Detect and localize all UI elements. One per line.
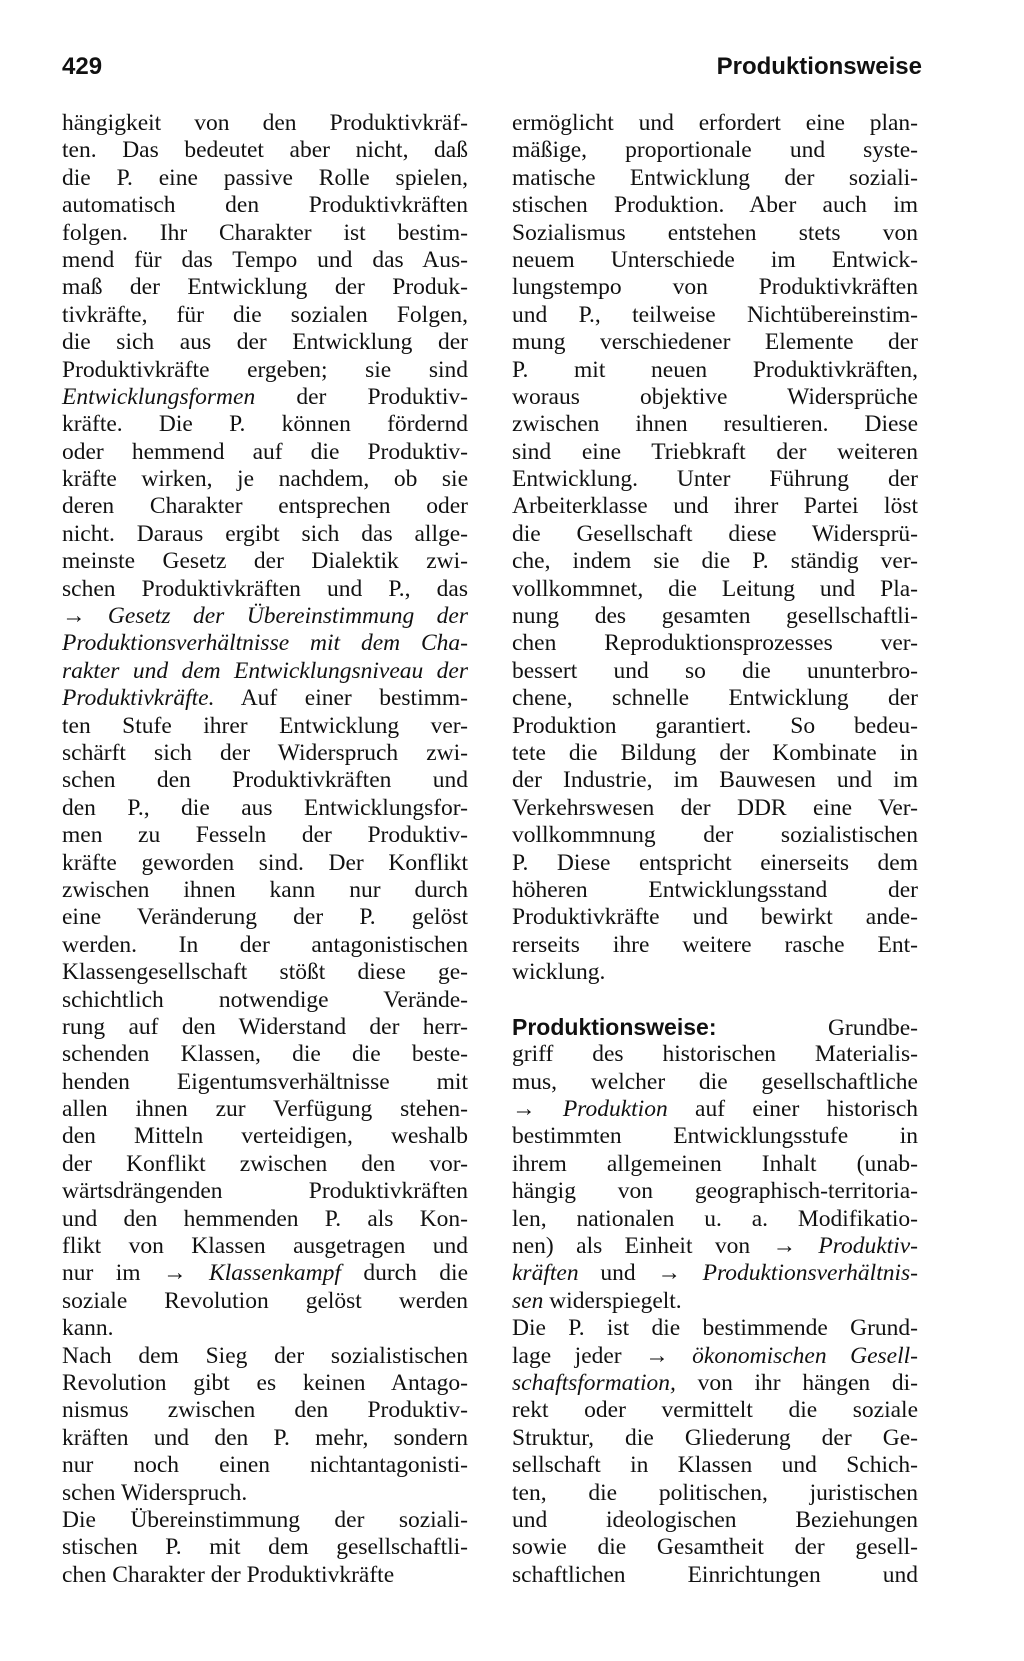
text-line: der Konflikt zwischen den vor- xyxy=(62,1150,468,1177)
entry-first-line-rest: Grundbe- xyxy=(827,1014,918,1041)
text-line: Produktivkräfte und bewirkt ande- xyxy=(512,904,918,931)
text-line: Entwicklung. Unter Führung der xyxy=(512,466,918,493)
text-line: eine Veränderung der P. gelöst xyxy=(62,904,468,931)
text-line xyxy=(62,658,468,685)
text-line: kräften und den P. mehr, sondern xyxy=(62,1424,468,1451)
text-line: der Industrie, im Bauwesen und im xyxy=(512,767,918,794)
text-line: deren Charakter entsprechen oder xyxy=(62,493,468,520)
text-line: schärft sich der Widerspruch zwi- xyxy=(62,739,468,766)
text-line: nur im → Klassenkampf durch die xyxy=(62,1260,469,1287)
right-column xyxy=(512,110,918,1589)
text-line: und P., teilweise Nichtübereinstim- xyxy=(512,301,918,328)
text-line: Produktivkräfte. Auf einer bestimm- xyxy=(62,685,468,712)
text-line: wicklung. xyxy=(512,959,606,986)
text-line: nicht. Daraus ergibt sich das allge- xyxy=(62,520,468,547)
text-line: Die P. ist die bestimmende Grund- xyxy=(512,1315,918,1342)
text-line: mäßige, proportionale und syste- xyxy=(512,137,918,164)
text-line: hängigkeit von den Produktivkräf- xyxy=(62,110,468,136)
text-line: Arbeiterklasse und ihrer Partei löst xyxy=(512,493,918,520)
italic-term: Produktionsverhältnisse mit dem Cha- xyxy=(62,630,468,657)
italic-term: ökonomischen Gesell- xyxy=(692,1342,918,1369)
page-number: 429 xyxy=(62,53,103,80)
text-line: bestimmten Entwicklungsstufe in xyxy=(512,1123,918,1150)
text-line: Revolution gibt es keinen Antago- xyxy=(62,1369,468,1396)
text-line: die P. eine passive Rolle spielen, xyxy=(62,164,468,191)
text-line: woraus objektive Widersprüche xyxy=(512,383,918,410)
text-line: wärtsdrängenden Produktivkräften xyxy=(62,1178,468,1205)
text-line: Verkehrswesen der DDR eine Ver- xyxy=(512,794,918,821)
text-line: stischen P. mit dem gesellschaftli- xyxy=(62,1534,468,1561)
text-line: ten, die politischen, juristischen xyxy=(512,1479,918,1506)
text-line: Produktion garantiert. So bedeu- xyxy=(512,712,918,739)
text-line: und den hemmenden P. als Kon- xyxy=(62,1205,468,1232)
text-line: lage jeder → ökonomischen Gesell- xyxy=(512,1342,918,1369)
text-line: ten Stufe ihrer Entwicklung ver- xyxy=(62,712,468,739)
text-line: Die Übereinstimmung der soziali- xyxy=(62,1506,468,1533)
entry-headword: Produktionsweise: xyxy=(512,1013,717,1040)
text-line: allen ihnen zur Verfügung stehen- xyxy=(62,1096,468,1123)
entry-first-line xyxy=(512,1014,918,1041)
text-line: rekt oder vermittelt die soziale xyxy=(512,1397,918,1424)
text-line: mus, welcher die gesellschaftliche xyxy=(512,1068,918,1095)
text-line: hängig von geographisch-territoria- xyxy=(512,1178,918,1205)
text-line: schenden Klassen, die die beste- xyxy=(62,1041,468,1068)
italic-term: Gesetz der Übereinstimmung der xyxy=(107,603,468,630)
text-line: nismus zwischen den Produktiv- xyxy=(62,1397,468,1424)
text-line: len, nationalen u. a. Modifikatio- xyxy=(512,1205,918,1232)
italic-term: Klassenkampf xyxy=(209,1260,341,1287)
text-line: chen Reproduktionsprozesses ver- xyxy=(512,630,918,657)
text-line: oder hemmend auf die Produktiv- xyxy=(62,438,468,465)
text-line: maß der Entwicklung der Produk- xyxy=(62,274,468,301)
text-line: soziale Revolution gelöst werden xyxy=(62,1287,468,1314)
text-line: rerseits ihre weitere rasche Ent- xyxy=(512,931,918,958)
italic-term: schaftsformation, xyxy=(512,1369,676,1396)
text-line: che, indem sie die P. ständig ver- xyxy=(512,548,918,575)
text-line: zwischen ihnen kann nur durch xyxy=(62,876,468,903)
text-line: schen den Produktivkräften und xyxy=(62,767,468,794)
text-line: Entwicklungsformen der Produktiv- xyxy=(62,383,468,410)
text-line: chene, schnelle Entwicklung der xyxy=(512,685,918,712)
text-line: stischen Produktion. Aber auch im xyxy=(512,192,918,219)
text-line: sellschaft in Klassen und Schich- xyxy=(512,1452,918,1479)
italic-term: Produktion xyxy=(562,1096,668,1123)
text-line: nen) als Einheit von → Produktiv- xyxy=(512,1233,918,1260)
text-line: lungstempo von Produktivkräften xyxy=(512,274,918,301)
italic-term: Entwicklungsformen xyxy=(62,383,256,410)
text-line: P. Diese entspricht einerseits dem xyxy=(512,849,918,876)
text-line: zwischen ihnen resultieren. Diese xyxy=(512,411,918,438)
running-head: Produktionsweise xyxy=(716,53,922,80)
text-line: die Gesellschaft diese Widersprü- xyxy=(512,520,918,547)
text-line: kräfte wirken, je nachdem, ob sie xyxy=(62,466,468,493)
text-line: griff des historischen Materialis- xyxy=(512,1041,918,1068)
text-line: nung des gesamten gesellschaftli- xyxy=(512,603,918,630)
text-line: werden. In der antagonistischen xyxy=(62,931,468,958)
text-line: rung auf den Widerstand der herr- xyxy=(62,1013,468,1040)
text-line: höheren Entwicklungsstand der xyxy=(512,876,918,903)
text-line: schaftsformation, von ihr hängen di- xyxy=(512,1369,918,1396)
text-line: nur noch einen nichtantagonisti- xyxy=(62,1452,468,1479)
text-line: ihrem allgemeinen Inhalt (unab- xyxy=(512,1150,918,1177)
text-line: kräfte. Die P. können fördernd xyxy=(62,411,468,438)
text-line: henden Eigentumsverhältnisse mit xyxy=(62,1068,468,1095)
text-line: neuem Unterschiede im Entwick- xyxy=(512,246,918,273)
text-line: sowie die Gesamtheit der gesell- xyxy=(512,1534,918,1561)
italic-term: rakter und dem Entwicklungsniveau der xyxy=(62,657,468,684)
text-line: schen Widerspruch. xyxy=(62,1479,248,1506)
text-line: tete die Bildung der Kombinate in xyxy=(512,739,918,766)
italic-term: kräften xyxy=(512,1260,579,1287)
paragraph-gap xyxy=(512,987,918,1014)
text-line: sen widerspiegelt. xyxy=(512,1287,682,1314)
text-line: chen Charakter der Produktivkräfte xyxy=(62,1561,395,1588)
italic-term: Produktiv- xyxy=(818,1233,918,1260)
text-line: → Gesetz der Übereinstimmung der xyxy=(62,603,468,630)
text-line: men zu Fesseln der Produktiv- xyxy=(62,822,468,849)
text-line: den P., die aus Entwicklungsfor- xyxy=(62,794,468,821)
left-column xyxy=(62,110,468,1589)
text-line: schichtlich notwendige Verände- xyxy=(62,986,468,1013)
italic-term: Produktivkräfte. xyxy=(62,685,215,712)
text-line: ten. Das bedeutet aber nicht, daß xyxy=(62,137,468,164)
italic-term: Produktionsverhältnis- xyxy=(702,1260,918,1287)
text-line: → Produktion auf einer historisch xyxy=(512,1096,919,1123)
text-line: Klassengesellschaft stößt diese ge- xyxy=(62,959,468,986)
text-line: matische Entwicklung der soziali- xyxy=(512,164,918,191)
text-line: mend für das Tempo und das Aus- xyxy=(62,246,468,273)
text-line: schaftlichen Einrichtungen und xyxy=(512,1561,918,1588)
text-line: sind eine Triebkraft der weiteren xyxy=(512,438,918,465)
text-line: vollkommnung der sozialistischen xyxy=(512,822,918,849)
text-line: bessert und so die ununterbro- xyxy=(512,657,918,684)
text-line: kräften und → Produktionsverhältnis- xyxy=(512,1260,918,1287)
text-line: Produktivkräfte ergeben; sie sind xyxy=(62,356,468,383)
text-line: P. mit neuen Produktivkräften, xyxy=(512,356,918,383)
text-line xyxy=(62,630,468,657)
text-line: meinste Gesetz der Dialektik zwi- xyxy=(62,548,468,575)
text-line: den Mitteln verteidigen, weshalb xyxy=(62,1123,468,1150)
text-line: tivkräfte, für die sozialen Folgen, xyxy=(62,301,468,328)
text-line: folgen. Ihr Charakter ist bestim- xyxy=(62,219,468,246)
text-line: flikt von Klassen ausgetragen und xyxy=(62,1233,468,1260)
italic-term: sen xyxy=(512,1287,544,1314)
text-line: kann. xyxy=(62,1315,114,1342)
text-line: kräfte geworden sind. Der Konflikt xyxy=(62,849,468,876)
text-line: Nach dem Sieg der sozialistischen xyxy=(62,1342,468,1369)
text-line: automatisch den Produktivkräften xyxy=(62,192,468,219)
text-line: Sozialismus entstehen stets von xyxy=(512,219,918,246)
text-line: die sich aus der Entwicklung der xyxy=(62,329,468,356)
text-line: ermöglicht und erfordert eine plan- xyxy=(512,110,918,136)
text-line: Struktur, die Gliederung der Ge- xyxy=(512,1424,918,1451)
text-line: und ideologischen Beziehungen xyxy=(512,1506,918,1533)
text-line: schen Produktivkräften und P., das xyxy=(62,575,468,602)
text-line: vollkommnet, die Leitung und Pla- xyxy=(512,575,918,602)
text-line: mung verschiedener Elemente der xyxy=(512,329,918,356)
